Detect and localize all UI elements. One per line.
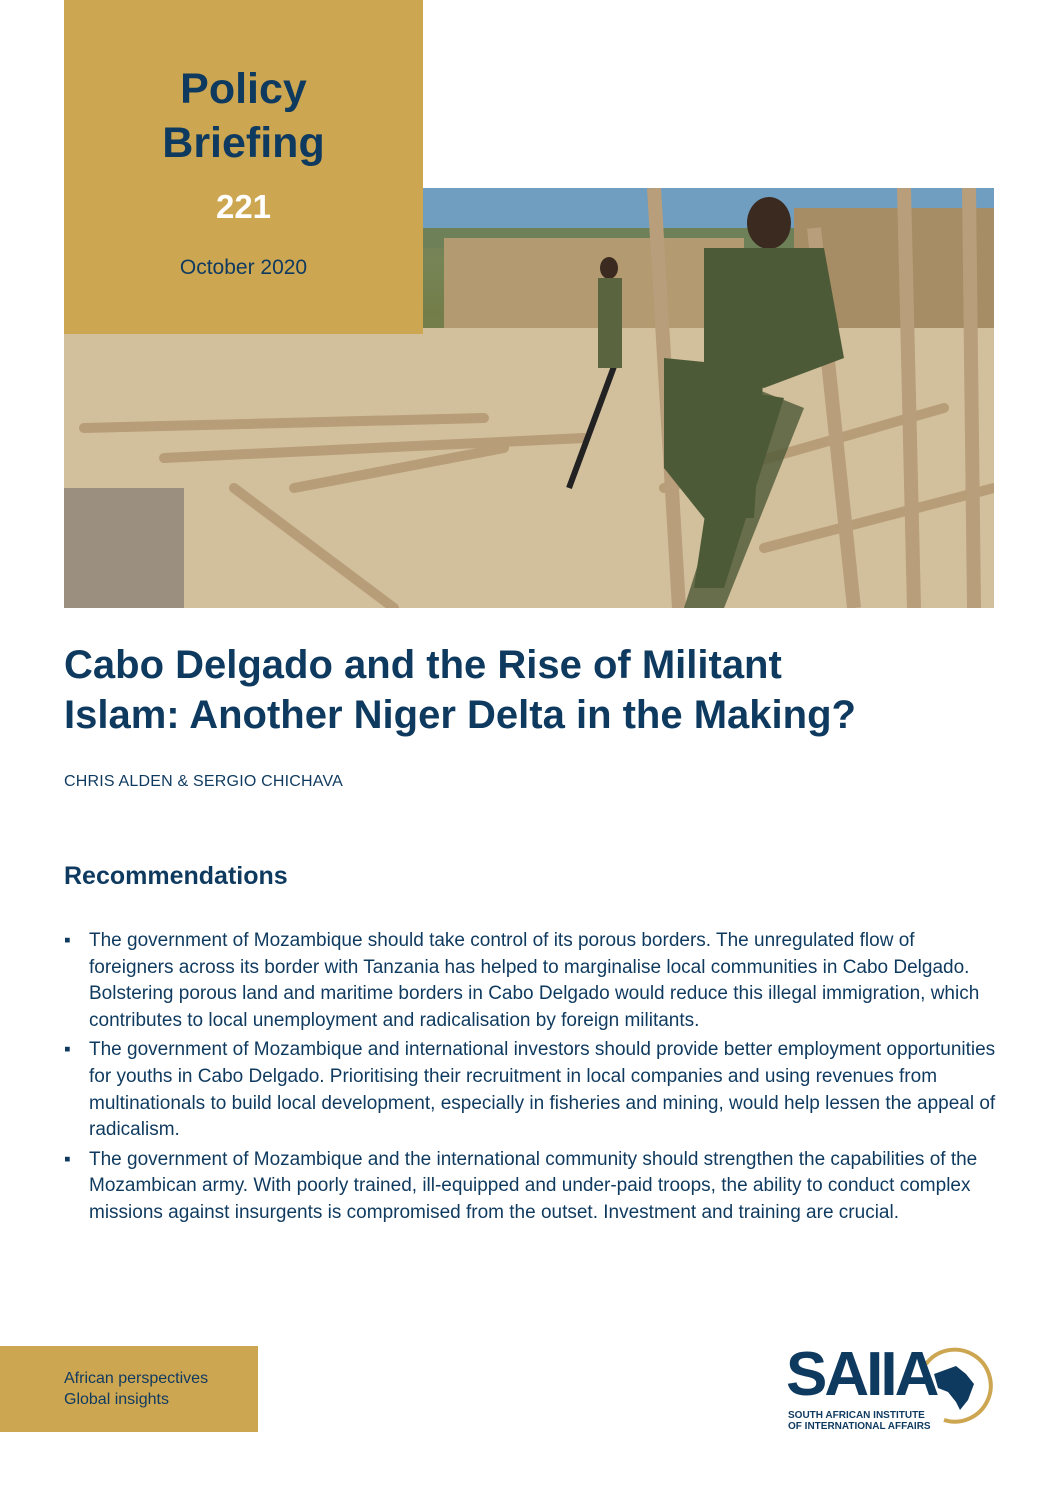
- series-box: [64, 0, 423, 334]
- series-line-1: Policy: [180, 65, 307, 113]
- logo-fullname: [788, 1410, 968, 1432]
- bullet-icon: ▪: [64, 930, 71, 951]
- logo-line-2: OF INTERNATIONAL AFFAIRS: [788, 1421, 931, 1432]
- thatched-hut: [444, 238, 744, 338]
- tagline-line-1: African perspectives: [64, 1370, 209, 1387]
- list-item: [64, 928, 999, 1034]
- rubble: [64, 488, 184, 608]
- authors: CHRIS ALDEN & SERGIO CHICHAVA: [64, 773, 344, 790]
- title-line-1: Cabo Delgado and the Rise of Militant: [64, 643, 782, 687]
- tagline-line-2: Global insights: [64, 1391, 169, 1408]
- logo-line-1: SOUTH AFRICAN INSTITUTE: [788, 1410, 925, 1421]
- title-line-2: Islam: Another Niger Delta in the Making?: [64, 693, 856, 737]
- list-item: [64, 1037, 999, 1143]
- saiia-logo: [786, 1340, 996, 1440]
- bullet-icon: ▪: [64, 1148, 71, 1170]
- logo-acronym: SAIIA: [786, 1340, 937, 1409]
- recommendations-list: [64, 928, 999, 1230]
- recommendation-text: The government of Mozambique and the international community should strengthen the capabilities of the Mozambican army. With poorly trained, ill-equipped and under-paid troops, the ability to conduct complex missions against insurgents is compromised from the outset. Investment and training are crucial.: [89, 1148, 978, 1223]
- series-title: [64, 62, 423, 170]
- recommendations-heading: Recommendations: [64, 862, 288, 890]
- recommendation-text: The government of Mozambique should take control of its porous borders. The unregulated flow of foreigners across its border with Tanzania has helped to marginalise local communities in Cabo Delgado. Bolstering porous land and maritime borders in Cabo Delgado would reduce this illegal immigration, which contributes to local unemployment and radicalisation by foreign militants.: [89, 930, 980, 1031]
- document-title: [64, 640, 1014, 740]
- briefing-number: 221: [215, 188, 272, 225]
- bullet-icon: ▪: [64, 1039, 71, 1061]
- list-item: [64, 1147, 999, 1227]
- publication-date: October 2020: [179, 256, 308, 279]
- recommendation-text: The government of Mozambique and international investors should provide better employment opportunities for youths in Cabo Delgado. Prioritising their recruitment in local companies and using revenues from multinationals to build local development, especially in fisheries and mining, would help lessen the appeal of radicalism.: [89, 1039, 996, 1141]
- series-line-2: Briefing: [162, 119, 325, 167]
- tagline-box: [0, 1346, 258, 1432]
